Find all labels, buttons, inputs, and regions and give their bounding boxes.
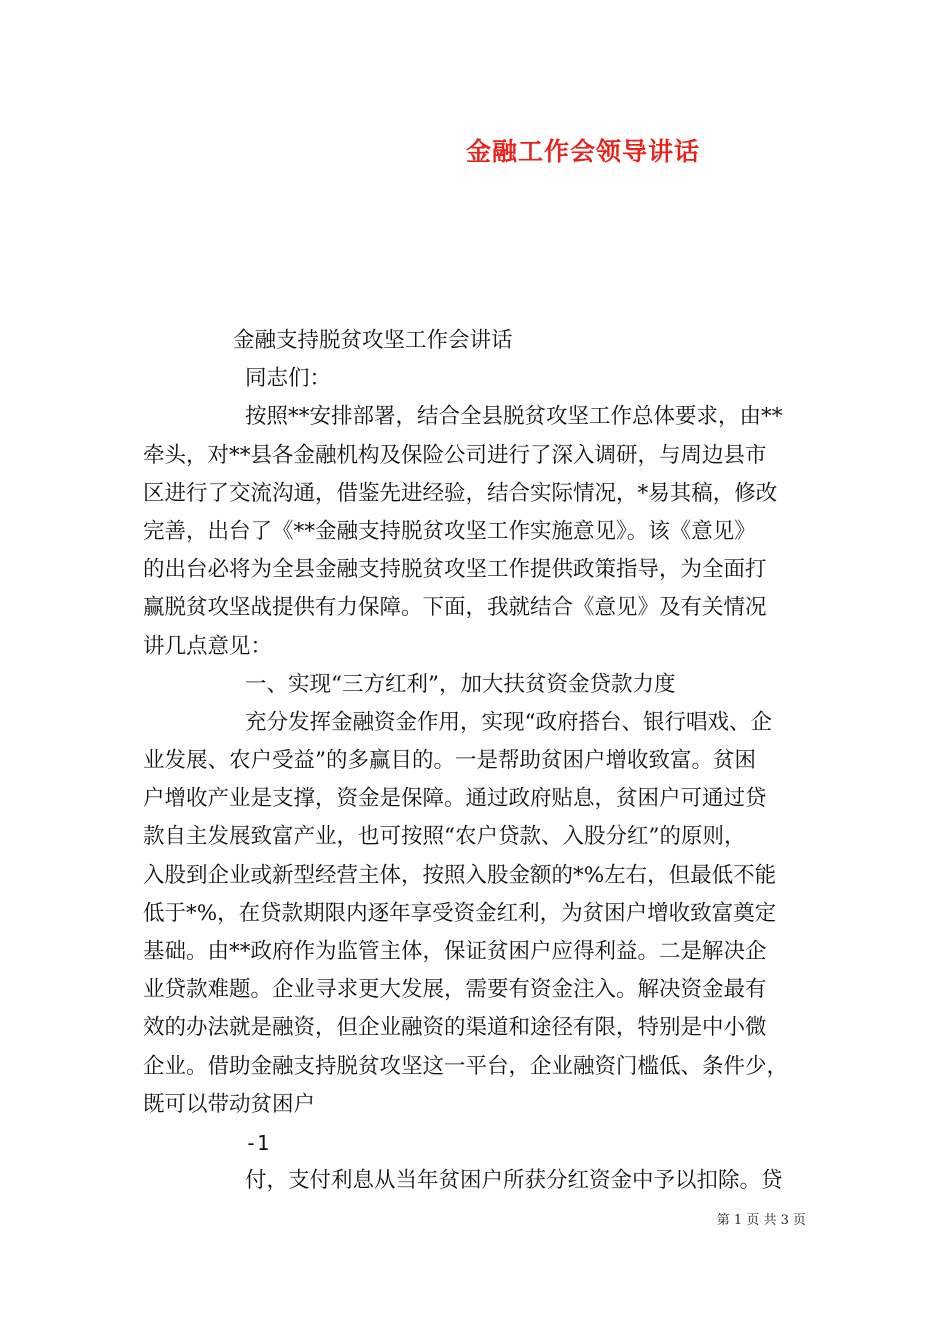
paragraph-line: 业贷款难题。企业寻求更大发展，需要有资金注入。解决资金最有 — [143, 977, 767, 1003]
paragraph-line: 业发展、农户受益”的多赢目的。一是帮助贫困户增收致富。贫困 — [143, 748, 756, 774]
paragraph-line: 赢脱贫攻坚战提供有力保障。下面，我就结合《意见》及有关情况 — [143, 595, 767, 621]
paragraph-line: 效的办法就是融资，但企业融资的渠道和途径有限，特别是中小微 — [143, 1015, 767, 1041]
paragraph-line: 按照**安排部署，结合全县脱贫攻坚工作总体要求，由** — [245, 404, 783, 430]
paragraph-line: 款自主发展致富产业，也可按照“农户贷款、入股分红”的原则， — [143, 824, 746, 850]
paragraph-line: 入股到企业或新型经营主体，按照入股金额的*%左右，但最低不能 — [143, 862, 777, 888]
paragraph-line: 的出台必将为全县金融支持脱贫攻坚工作提供政策指导，为全面打 — [143, 557, 767, 583]
page-footer: 第 1 页 共 3 页 — [716, 1213, 806, 1228]
section-heading-1: 一、实现“三方红利”，加大扶贫资金贷款力度 — [245, 671, 676, 697]
paragraph-1 — [143, 398, 823, 665]
inline-page-mark: -1 — [245, 1130, 270, 1155]
paragraph-line: 既可以带动贫困户 — [143, 1091, 316, 1117]
paragraph-line: 牵头，对**县各金融机构及保险公司进行了深入调研，与周边县市 — [143, 442, 767, 468]
document-title: 金融工作会领导讲话 — [465, 137, 700, 166]
paragraph-2 — [143, 704, 823, 1124]
document-body — [143, 322, 823, 1200]
greeting: 同志们： — [245, 366, 332, 392]
paragraph-line: 基础。由**政府作为监管主体，保证贫困户应得利益。二是解决企 — [143, 939, 767, 964]
paragraph-line: 完善，出台了《**金融支持脱贫攻坚工作实施意见》。该《意见》 — [143, 518, 756, 544]
paragraph-line: 区进行了交流沟通，借鉴先进经验，结合实际情况，*易其稿，修改 — [143, 480, 778, 506]
paragraph-line: 户增收产业是支撑，资金是保障。通过政府贴息，贫困户可通过贷 — [143, 786, 767, 812]
paragraph-line: 充分发挥金融资金作用，实现“政府搭台、银行唱戏、企 — [245, 709, 772, 735]
speech-subtitle: 金融支持脱贫攻坚工作会讲话 — [233, 328, 513, 353]
paragraph-line: 低于*%，在贷款期限内逐年享受资金红利，为贫困户增收致富奠定 — [143, 900, 777, 926]
paragraph-line: 讲几点意见： — [143, 633, 273, 659]
paragraph-3-line: 付，支付利息从当年贫困户所获分红资金中予以扣除。贷 — [245, 1168, 783, 1194]
paragraph-line: 企业。借助金融支持脱贫攻坚这一平台，企业融资门槛低、条件少， — [143, 1053, 789, 1079]
